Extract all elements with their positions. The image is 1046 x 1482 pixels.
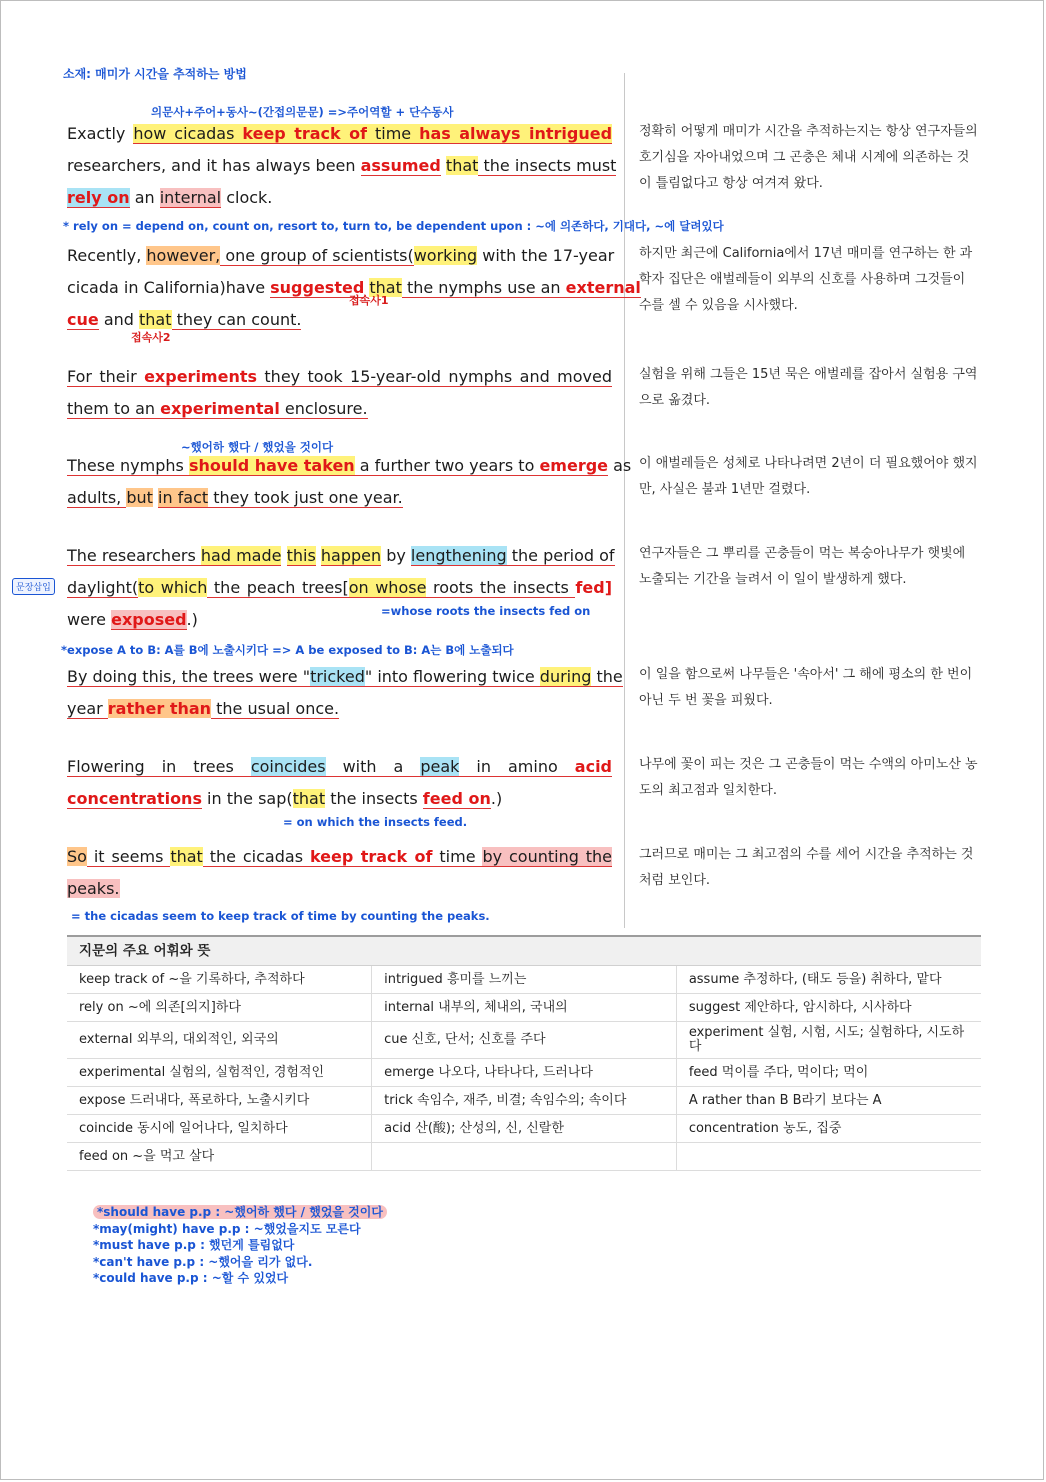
modal-perfect-notes — [93, 1204, 387, 1287]
vocab-cell: rely on ~에 의존[의지]하다 — [67, 994, 372, 1022]
passage-paragraph-2 — [67, 240, 641, 336]
note-line: *should have p.p : ~했어하 했다 / 했었을 것이다 — [93, 1204, 387, 1221]
table-row — [67, 1143, 981, 1171]
note-line: *can't have p.p : ~했어을 리가 없다. — [93, 1254, 313, 1269]
vocab-cell: intrigued 흥미를 느끼는 — [372, 966, 677, 994]
passage-paragraph-6 — [67, 661, 623, 725]
passage-line: peaks. — [67, 879, 120, 898]
passage-line: rely on an internal clock. — [67, 188, 273, 207]
translation-6: 이 일을 함으로써 나무들은 '속아서' 그 해에 평소의 한 번이 아닌 두 번 꽃을 피웠다. — [639, 667, 973, 708]
vocab-cell: internal 내부의, 체내의, 국내의 — [372, 994, 677, 1022]
passage-line: cicada in California)have suggested that the nymphs use an external — [67, 278, 641, 297]
vocab-cell: concentration 농도, 집중 — [676, 1115, 981, 1143]
passage-line: These nymphs should have taken a further two years to emerge as — [67, 456, 632, 475]
translation-8: 그러므로 매미는 그 최고점의 수를 세어 시간을 추적하는 것처럼 보인다. — [639, 847, 974, 888]
vocab-cell: experimental 실험의, 실험적인, 경험적인 — [67, 1059, 372, 1087]
passage-line: year rather than the usual once. — [67, 699, 340, 718]
vocab-cell: coincide 동시에 일어나다, 일치하다 — [67, 1115, 372, 1143]
translation-2: 하지만 최근에 California에서 17년 매미를 연구하는 한 과학자 집단은 애벌레들이 외부의 신호를 사용하며 그것들이 수를 셀 수 있음을 시사했다. — [639, 246, 973, 313]
annotation-conjunction-1: 접속사1 — [349, 294, 389, 307]
vocab-cell: external 외부의, 대외적인, 외국의 — [67, 1022, 372, 1059]
annotation-conjunction-2: 접속사2 — [131, 331, 171, 344]
vocab-cell: feed on ~을 먹고 살다 — [67, 1143, 372, 1171]
passage-paragraph-5 — [67, 540, 615, 636]
topic-heading: 소재: 매미가 시간을 추적하는 방법 — [63, 67, 247, 81]
vocab-cell: expose 드러내다, 폭로하다, 노출시키다 — [67, 1087, 372, 1115]
table-row — [67, 1059, 981, 1087]
passage-paragraph-7 — [67, 751, 612, 815]
table-row — [67, 1115, 981, 1143]
vocab-cell: A rather than B B라기 보다는 A — [676, 1087, 981, 1115]
passage-line: By doing this, the trees were "tricked" into flowering twice during the — [67, 667, 623, 686]
grammar-note-indirect-question: 의문사+주어+동사~(간접의문문) =>주어역할 + 단수동사 — [151, 105, 454, 119]
vocab-cell: keep track of ~을 기록하다, 추적하다 — [67, 966, 372, 994]
vocab-cell: emerge 나오다, 나타나다, 드러나다 — [372, 1059, 677, 1087]
vocabulary-grid — [67, 966, 981, 1171]
vocab-cell — [676, 1143, 981, 1171]
vocab-cell: cue 신호, 단서; 신호를 주다 — [372, 1022, 677, 1059]
passage-line: So it seems that the cicadas keep track of time by counting the — [67, 847, 613, 866]
vocab-cell: feed 먹이를 주다, 먹이다; 먹이 — [676, 1059, 981, 1087]
translation-3: 실험을 위해 그들은 15년 묵은 애벌레를 잡아서 실험용 구역으로 옮겼다. — [639, 367, 978, 408]
passage-line: cue and that they can count. — [67, 310, 302, 329]
passage-line: them to an experimental enclosure. — [67, 399, 368, 418]
passage-line: The researchers had made this happen by lengthening the period of — [67, 546, 615, 565]
vocab-cell — [372, 1143, 677, 1171]
vocabulary-table-title: 지문의 주요 어휘와 뜻 — [67, 935, 981, 966]
vocab-cell: experiment 실험, 시험, 시도; 실험하다, 시도하다 — [676, 1022, 981, 1059]
translation-5: 연구자들은 그 뿌리를 곤충들이 먹는 복숭아나무가 햇빛에 노출되는 기간을 늘려서 이 일이 발생하게 했다. — [639, 546, 966, 587]
vocab-cell: suggest 제안하다, 암시하다, 시사하다 — [676, 994, 981, 1022]
vocab-cell: trick 속임수, 재주, 비결; 속임수의; 속이다 — [372, 1087, 677, 1115]
passage-line: were exposed.) — [67, 610, 198, 629]
note-line: *may(might) have p.p : ~했었을지도 모른다 — [93, 1221, 361, 1236]
table-row — [67, 1087, 981, 1115]
passage-line: Recently, however, one group of scientists(working with the 17-year — [67, 246, 615, 265]
passage-line: Flowering in trees coincides with a peak in amino acid — [67, 757, 612, 776]
translation-1: 정확히 어떻게 매미가 시간을 추적하는지는 항상 연구자들의 호기심을 자아내었으며 그 곤충은 체내 시계에 의존하는 것이 틀림없다고 항상 여겨져 왔다. — [639, 124, 978, 191]
note-line: *could have p.p : ~할 수 있었다 — [93, 1271, 289, 1285]
passage-line: concentrations in the sap(that the insects feed on.) — [67, 789, 503, 808]
vocab-cell: acid 산(酸); 산성의, 신, 신랄한 — [372, 1115, 677, 1143]
table-row — [67, 1022, 981, 1059]
grammar-note-should-have: ~했어하 했다 / 했었을 것이다 — [181, 440, 334, 454]
grammar-note-expose: *expose A to B: A를 B에 노출시키다 => A be exposed to B: A는 B에 노출되다 — [61, 643, 514, 657]
sentence-insertion-tag: 문장삽입 — [12, 578, 55, 595]
grammar-note-on-which: = on which the insects feed. — [283, 815, 468, 829]
grammar-note-rely-on: * rely on = depend on, count on, resort to, turn to, be dependent upon : ~에 의존하다, 기대다, ~에 달려있다 — [63, 219, 724, 233]
translation-4: 이 애벌레들은 성체로 나타나려면 2년이 더 필요했어야 했지만, 사실은 불과 1년만 걸렸다. — [639, 456, 978, 497]
passage-line: For their experiments they took 15-year-old nymphs and moved — [67, 367, 612, 386]
grammar-note-whose-roots: =whose roots the insects fed on — [381, 604, 591, 618]
column-divider — [624, 73, 625, 928]
passage-paragraph-3 — [67, 361, 612, 425]
passage-paragraph-1 — [67, 118, 617, 214]
table-row — [67, 994, 981, 1022]
passage-line: researchers, and it has always been assumed that the insects must — [67, 156, 617, 175]
passage-line: Exactly how cicadas keep track of time has always intrigued — [67, 124, 613, 143]
passage-line: daylight(to which the peach trees[on whose roots the insects fed] — [67, 578, 612, 597]
note-line: *must have p.p : 했던게 틀림없다 — [93, 1238, 295, 1252]
passage-paragraph-8 — [67, 841, 612, 905]
translation-7: 나무에 꽃이 피는 것은 그 곤충들이 먹는 수액의 아미노산 농도의 최고점과 일치한다. — [639, 757, 978, 798]
passage-paragraph-4 — [67, 450, 632, 514]
vocabulary-table — [67, 935, 981, 1171]
table-row — [67, 966, 981, 994]
passage-line: adults, but in fact they took just one year. — [67, 488, 403, 507]
vocab-cell: assume 추정하다, (태도 등을) 취하다, 맡다 — [676, 966, 981, 994]
grammar-note-paraphrase: = the cicadas seem to keep track of time by counting the peaks. — [71, 909, 490, 923]
